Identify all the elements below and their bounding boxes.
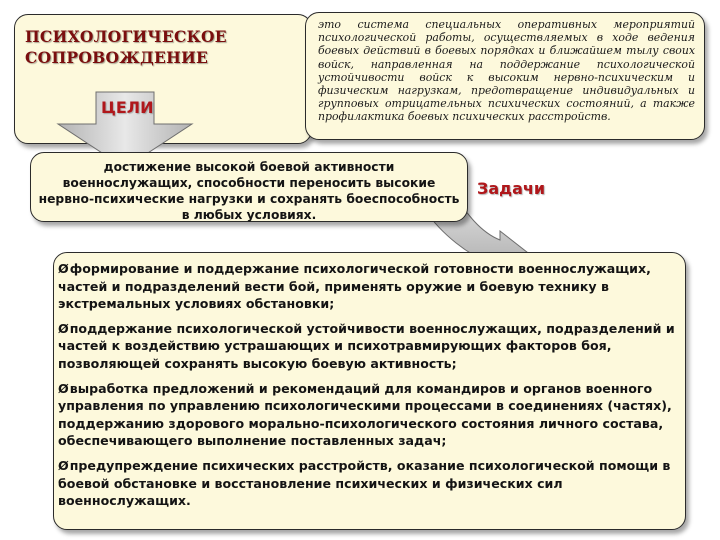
title-line-1: ПСИХОЛОГИЧЕСКОЕ: [25, 27, 227, 46]
task-text: предупреждение психических расстройств, оказание психологической помощи в боевой обстановке и восстановление психических и физических сил военнослужащих.: [58, 457, 671, 509]
tasks-list: [58, 260, 675, 517]
title-line-2: СОПРОВОЖДЕНИЕ: [25, 48, 209, 67]
task-item: [58, 457, 675, 510]
goal-box: [30, 152, 468, 222]
definition-text: это система специальных оперативных мероприятий психологической работы, осуществляемых в ходе ведения боевых действий в боевых порядках и ближайшем тылу своих войск, направленная на поддержание психологической устойчивости войск к высоким нервно-психическим и физическим нагрузкам, предотвращение индивидуальных и групповых отрицательных психических состояний, а также профилактика боевых психических расстройств.: [318, 18, 695, 124]
task-text: выработка предложений и рекомендаций для командиров и органов военного управления по управлению психологическими процессами в соединениях (частях), поддержанию здорового морально-психологического состояния личного состава, обеспечивающего выполнение поставленных задач;: [58, 380, 672, 449]
task-item: [58, 320, 675, 373]
bullet-arrow-icon: Ø: [58, 457, 69, 473]
goal-text: достижение высокой боевой активности военнослужащих, способности переносить высокие нервно-психические нагрузки и сохранять боеспособность в любых условиях.: [38, 160, 460, 222]
bullet-arrow-icon: Ø: [58, 320, 69, 336]
goals-label: ЦЕЛИ: [101, 98, 154, 117]
task-text: формирование и поддержание психологической готовности военнослужащих, частей и подразделений вести бой, применять оружие и боевую технику в экстремальных условиях обстановки;: [58, 261, 651, 312]
bullet-arrow-icon: Ø: [58, 261, 69, 276]
tasks-label: Задачи: [477, 179, 546, 198]
tasks-box: [53, 252, 686, 530]
definition-box: [305, 12, 705, 140]
task-text: поддержание психологической устойчивости военнослужащих, подразделений и частей к воздействию устрашающих и психотравмирующих факторов боя, позволяющей сохранять высокую боевую активность;: [58, 320, 675, 371]
task-item: [58, 380, 675, 450]
bullet-arrow-icon: Ø: [58, 380, 69, 396]
task-item: [58, 260, 675, 313]
